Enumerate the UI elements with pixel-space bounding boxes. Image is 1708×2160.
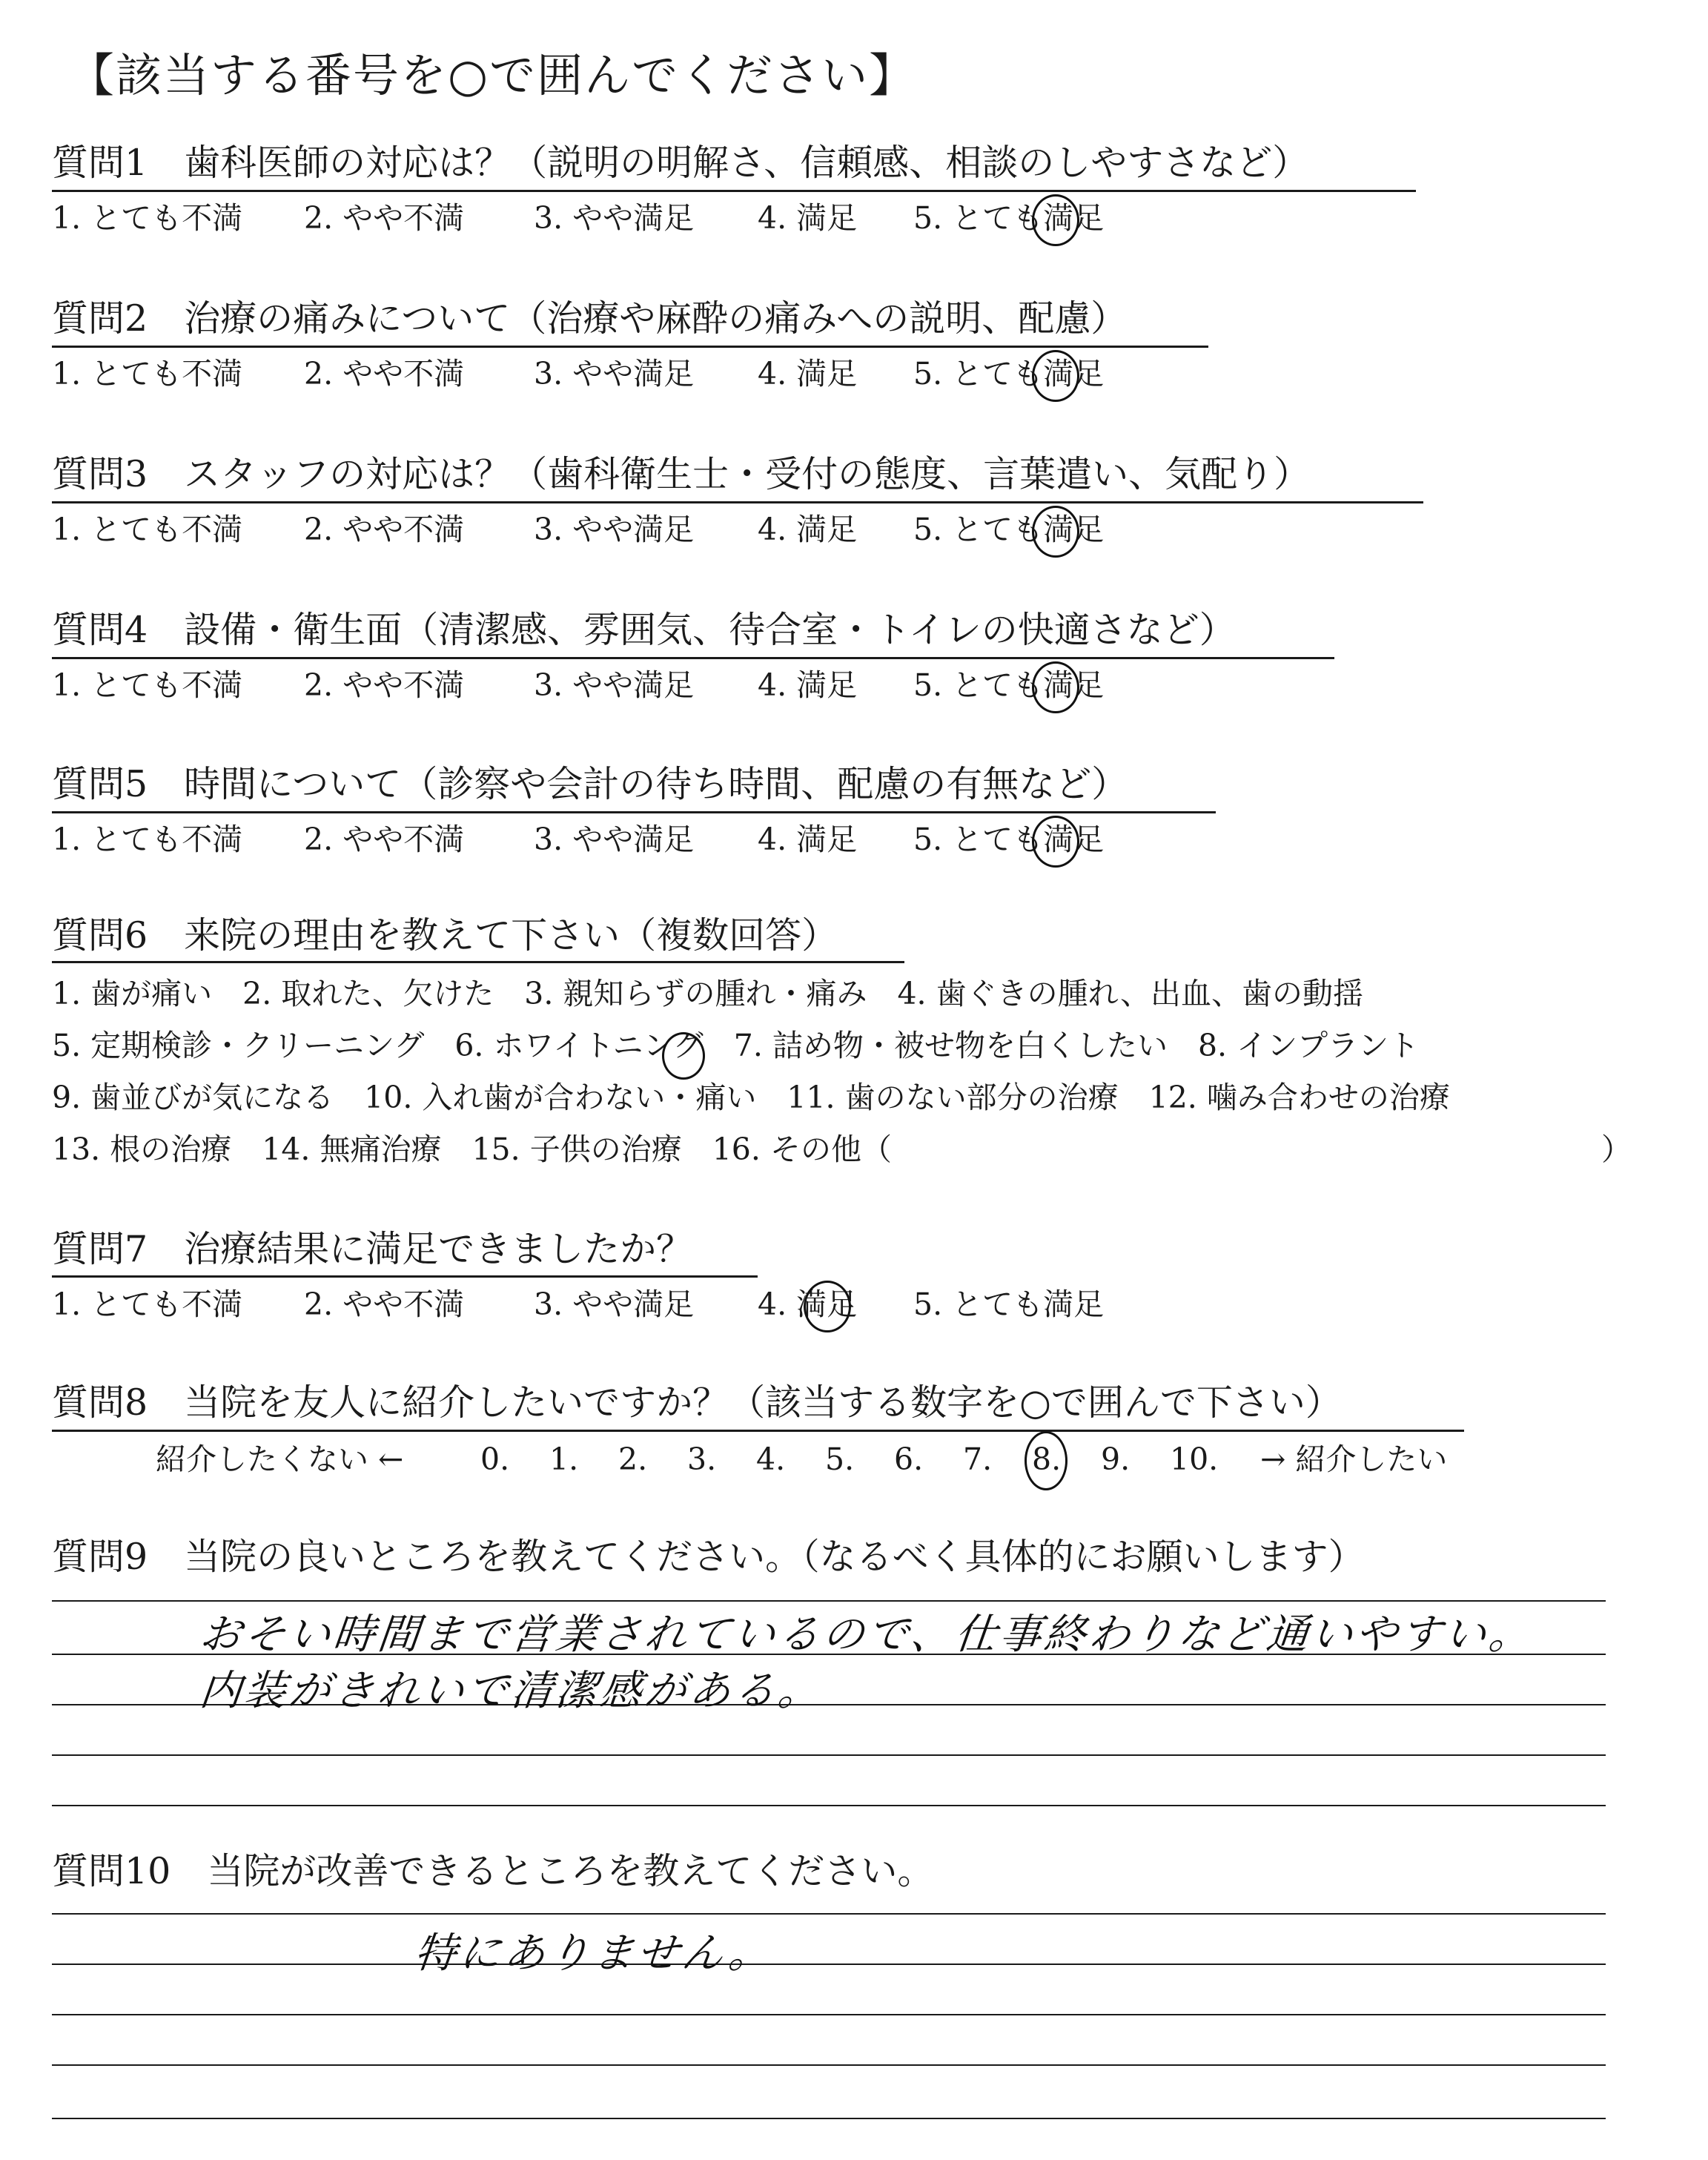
q6-row-2: 5. 定期検診・クリーニング 6. ホワイトニング 7. 詰め物・被せ物を白くしたい 8. インプラント bbox=[52, 1028, 1420, 1063]
q5-label: 質問5 時間について（診察や会計の待ち時間、配慮の有無など） bbox=[52, 763, 1128, 805]
q8-scale-1: 1. bbox=[549, 1441, 579, 1477]
q4-option-4: 4. 満足 bbox=[758, 667, 858, 703]
q6-row-3: 9. 歯並びが気になる 10. 入れ歯が合わない・痛い 11. 歯のない部分の治療 12. 噛み合わせの治療 bbox=[52, 1080, 1450, 1115]
q9-answer-line-1: おそい時間まで営業されているので、仕事終わりなど通いやすい。 bbox=[197, 1611, 1536, 1659]
q8-label: 質問8 当院を友人に紹介したいですか？（該当する数字を○で囲んで下さい） bbox=[52, 1381, 1342, 1424]
q7-label: 質問7 治療結果に満足できましたか？ bbox=[52, 1228, 693, 1270]
q8-scale-3: 3. bbox=[687, 1441, 717, 1477]
q3-option-4: 4. 満足 bbox=[758, 512, 858, 547]
q4-option-3: 3. やや満足 bbox=[534, 667, 695, 703]
q7-option-5: 5. とても満足 bbox=[913, 1287, 1105, 1322]
q5-circle-mark bbox=[1032, 816, 1079, 868]
q4-option-2: 2. やや不満 bbox=[304, 667, 465, 703]
q1-label: 質問1 歯科医師の対応は？（説明の明解さ、信頼感、相談のしやすさなど） bbox=[52, 142, 1309, 184]
q3-option-3: 3. やや満足 bbox=[534, 512, 695, 547]
q3-option-5: 5. とても満足 bbox=[913, 512, 1105, 547]
q8-circle-mark bbox=[1025, 1431, 1068, 1490]
q8-scale-10: 10. bbox=[1170, 1441, 1219, 1477]
q10-answer-line-1: 特にありません。 bbox=[412, 1929, 776, 1978]
q10-rule bbox=[52, 2014, 1606, 2015]
q2-option-1: 1. とても不満 bbox=[52, 356, 243, 392]
q7-circle-mark bbox=[804, 1281, 851, 1332]
q8-scale-0: 0. bbox=[480, 1441, 510, 1477]
q7-option-4: 4. 満足 bbox=[758, 1287, 858, 1322]
q6-row-4: 13. 根の治療 14. 無痛治療 15. 子供の治療 16. その他（ bbox=[52, 1132, 892, 1167]
q5-option-1: 1. とても不満 bbox=[52, 822, 243, 857]
q8-right-label: → 紹介したい bbox=[1260, 1441, 1448, 1477]
q8-scale-5: 5. bbox=[825, 1441, 855, 1477]
q8-scale-2: 2. bbox=[618, 1441, 648, 1477]
q3-option-1: 1. とても不満 bbox=[52, 512, 243, 547]
q5-option-5: 5. とても満足 bbox=[913, 822, 1105, 857]
q1-option-2: 2. やや不満 bbox=[304, 200, 465, 236]
q8-scale-8: 8. bbox=[1032, 1441, 1062, 1477]
q10-rule bbox=[52, 2064, 1606, 2066]
q6-label: 質問6 来院の理由を教えて下さい（複数回答） bbox=[52, 914, 838, 957]
q2-option-3: 3. やや満足 bbox=[534, 356, 695, 392]
q8-scale-6: 6. bbox=[894, 1441, 924, 1477]
q5-option-2: 2. やや不満 bbox=[304, 822, 465, 857]
page-title: 【該当する番号を○で囲んでください】 bbox=[68, 48, 917, 102]
q1-option-5: 5. とても満足 bbox=[913, 200, 1105, 236]
q3-option-2: 2. やや不満 bbox=[304, 512, 465, 547]
q5-underline bbox=[52, 811, 1216, 813]
q4-label: 質問4 設備・衛生面（清潔感、雰囲気、待合室・トイレの快適さなど） bbox=[52, 609, 1236, 651]
q7-option-3: 3. やや満足 bbox=[534, 1287, 695, 1322]
q5-option-3: 3. やや満足 bbox=[534, 822, 695, 857]
q1-option-1: 1. とても不満 bbox=[52, 200, 243, 236]
q10-rule bbox=[52, 1913, 1606, 1915]
q3-circle-mark bbox=[1032, 506, 1079, 558]
q9-label: 質問9 当院の良いところを教えてください。（なるべく具体的にお願いします） bbox=[52, 1536, 1365, 1578]
q7-underline bbox=[52, 1275, 758, 1278]
q1-circle-mark bbox=[1032, 194, 1079, 246]
q1-option-3: 3. やや満足 bbox=[534, 200, 695, 236]
q8-left-label: 紹介したくない ← bbox=[156, 1441, 404, 1477]
q1-option-4: 4. 満足 bbox=[758, 200, 858, 236]
q8-scale-7: 7. bbox=[963, 1441, 993, 1477]
q3-underline bbox=[52, 501, 1423, 503]
q6-underline bbox=[52, 961, 904, 963]
q6-close-paren: ） bbox=[1601, 1132, 1632, 1167]
q2-option-4: 4. 満足 bbox=[758, 356, 858, 392]
q8-scale-9: 9. bbox=[1101, 1441, 1131, 1477]
q2-underline bbox=[52, 346, 1208, 348]
q7-option-1: 1. とても不満 bbox=[52, 1287, 243, 1322]
q9-answer-line-2: 内装がきれいで清潔感がある。 bbox=[197, 1667, 825, 1715]
q6-circle-mark bbox=[662, 1032, 705, 1080]
q8-scale-4: 4. bbox=[756, 1441, 786, 1477]
q7-option-2: 2. やや不満 bbox=[304, 1287, 465, 1322]
q10-rule bbox=[52, 2118, 1606, 2119]
q9-rule bbox=[52, 1805, 1606, 1806]
q9-rule bbox=[52, 1754, 1606, 1756]
q10-rule bbox=[52, 1964, 1606, 1965]
q4-underline bbox=[52, 657, 1334, 659]
q6-row-1: 1. 歯が痛い 2. 取れた、欠けた 3. 親知らずの腫れ・痛み 4. 歯ぐきの腫れ、出血、歯の動揺 bbox=[52, 976, 1364, 1011]
q8-underline bbox=[52, 1430, 1464, 1432]
q2-option-5: 5. とても満足 bbox=[913, 356, 1105, 392]
q2-circle-mark bbox=[1032, 350, 1079, 402]
q4-circle-mark bbox=[1032, 661, 1079, 713]
q5-option-4: 4. 満足 bbox=[758, 822, 858, 857]
q1-underline bbox=[52, 190, 1416, 192]
q10-label: 質問10 当院が改善できるところを教えてください。 bbox=[52, 1850, 934, 1892]
q2-option-2: 2. やや不満 bbox=[304, 356, 465, 392]
q3-label: 質問3 スタッフの対応は？（歯科衛生士・受付の態度、言葉遣い、気配り） bbox=[52, 453, 1311, 495]
q4-option-1: 1. とても不満 bbox=[52, 667, 243, 703]
q2-label: 質問2 治療の痛みについて（治療や麻酔の痛みへの説明、配慮） bbox=[52, 297, 1128, 340]
q4-option-5: 5. とても満足 bbox=[913, 667, 1105, 703]
